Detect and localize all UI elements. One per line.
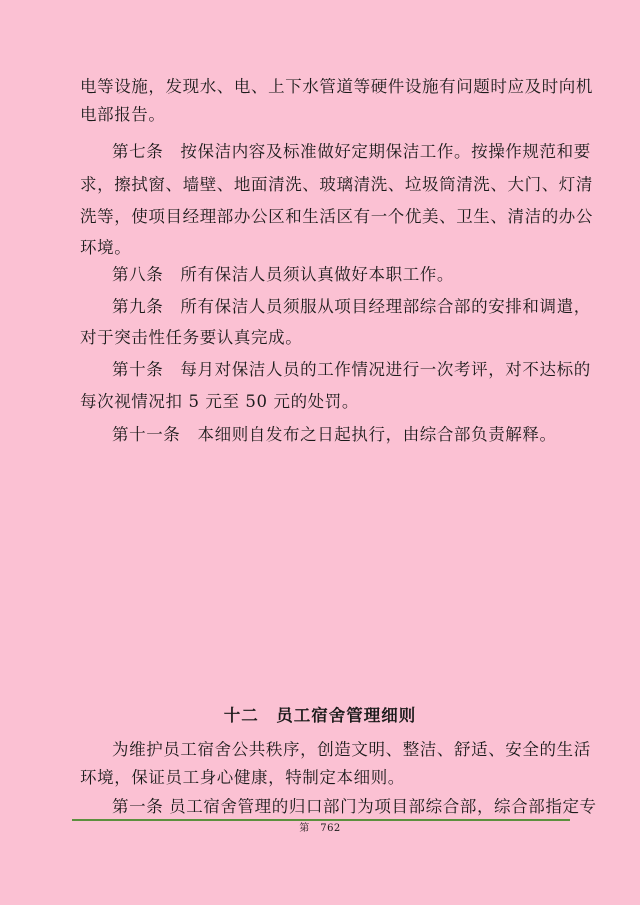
article-11-line: 第十一条 本细则自发布之日起执行，由综合部负责解释。 bbox=[112, 425, 557, 444]
article-10-line: 第十条 每月对保洁人员的工作情况进行一次考评，对不达标的 bbox=[112, 360, 591, 379]
footer-rule bbox=[72, 819, 570, 821]
article-9-line: 第九条 所有保洁人员须服从项目经理部综合部的安排和调遣， bbox=[112, 297, 591, 316]
section-heading: 十二 员工宿舍管理细则 bbox=[223, 706, 417, 725]
article-1-line: 第一条 员工宿舍管理的归口部门为项目部综合部，综合部指定专 bbox=[112, 797, 597, 816]
article-7-line: 第七条 按保洁内容及标准做好定期保洁工作。按操作规范和要 bbox=[112, 142, 591, 161]
body-line: 电部报告。 bbox=[80, 105, 166, 124]
intro-line: 为维护员工宿舍公共秩序，创造文明、整洁、舒适、安全的生活 bbox=[112, 740, 591, 759]
body-line: 洗等，使项目经理部办公区和生活区有一个优美、卫生、清洁的办公 bbox=[80, 207, 593, 226]
page-number: 第 762 bbox=[299, 823, 341, 834]
body-line: 求，擦拭窗、墙壁、地面清洗、玻璃清洗、垃圾筒清洗、大门、灯清 bbox=[80, 175, 593, 194]
body-line: 环境，保证员工身心健康，特制定本细则。 bbox=[80, 768, 405, 787]
body-line: 对于突击性任务要认真完成。 bbox=[80, 328, 303, 347]
body-line: 每次视情况扣 5 元至 50 元的处罚。 bbox=[80, 392, 359, 411]
body-line: 电等设施，发现水、电、上下水管道等硬件设施有问题时应及时向机 bbox=[80, 77, 593, 96]
body-line: 环境。 bbox=[80, 238, 132, 257]
article-8-line: 第八条 所有保洁人员须认真做好本职工作。 bbox=[112, 265, 454, 284]
